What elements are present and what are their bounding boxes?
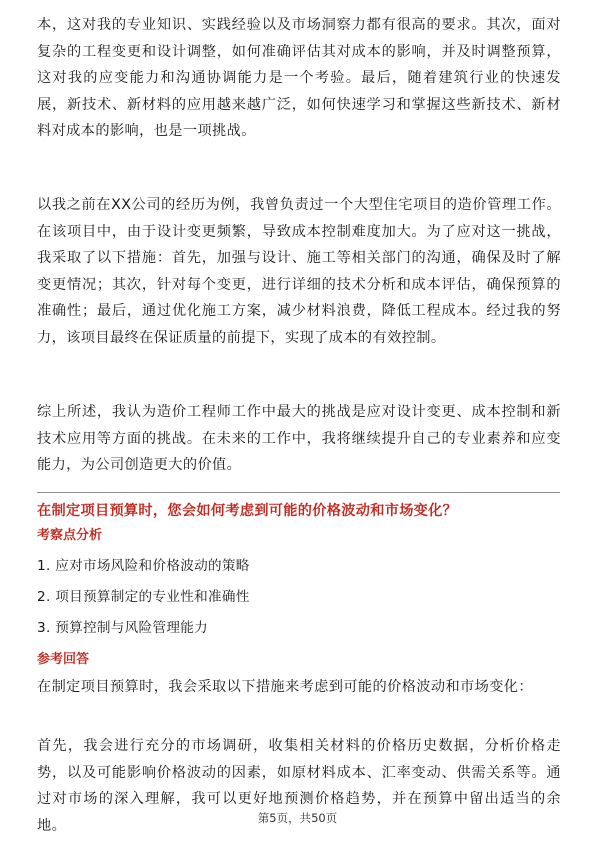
answer-intro: 在制定项目预算时，我会采取以下措施来考虑到可能的价格波动和市场变化： <box>37 679 533 695</box>
answer-paragraph-1: 首先，我会进行充分的市场调研，收集相关材料的价格历史数据，分析价格走势，以及可能影响价格波动的因素，如原材料成本、汇率变动、供需关系等。通过对市场的深入理解，我可以更好地预测价格趋势，并在预算中留出适当的余地。 <box>37 738 561 834</box>
answer-heading: 参考回答 <box>37 652 90 667</box>
point-item-1: 1. 应对市场风险和价格波动的策略 <box>37 558 250 574</box>
page-number: 第5页，共50页 <box>257 811 338 825</box>
point-item-2: 2. 项目预算制定的专业性和准确性 <box>37 589 250 605</box>
question-title: 在制定项目预算时，您会如何考虑到可能的价格波动和市场变化？ <box>37 503 458 519</box>
body-paragraph-2: 以我之前在XX公司的经历为例，我曾负责过一个大型住宅项目的造价管理工作。在该项目中，由于设计变更频繁，导致成本控制难度加大。为了应对这一挑战，我采取了以下措施：首先，加强与设计、施工等相关部门的沟通，确保及时了解变更情况；其次，针对每个变更，进行详细的技术分析和成本评估，确保预算的准确性；最后，通过优化施工方案，减少材料浪费，降低工程成本。经过我的努力，该项目最终在保证质量的前提下，实现了成本的有效控制。 <box>37 197 561 346</box>
point-item-3: 3. 预算控制与风险管理能力 <box>37 620 209 636</box>
body-paragraph-3: 综上所述，我认为造价工程师工作中最大的挑战是应对设计变更、成本控制和新技术应用等方面的挑战。在未来的工作中，我将继续提升自己的专业素养和应变能力，为公司创造更大的价值。 <box>37 404 561 474</box>
section-divider <box>37 492 560 493</box>
body-paragraph-1: 本，这对我的专业知识、实践经验以及市场洞察力都有很高的要求。其次，面对复杂的工程变更和设计调整，如何准确评估其对成本的影响，并及时调整预算，这对我的应变能力和沟通协调能力是一个考验。最后，随着建筑行业的快速发展，新技术、新材料的应用越来越广泛，如何快速学习和掌握这些新技术、新材料对成本的影响，也是一项挑战。 <box>37 17 561 140</box>
points-heading: 考察点分析 <box>37 528 103 543</box>
